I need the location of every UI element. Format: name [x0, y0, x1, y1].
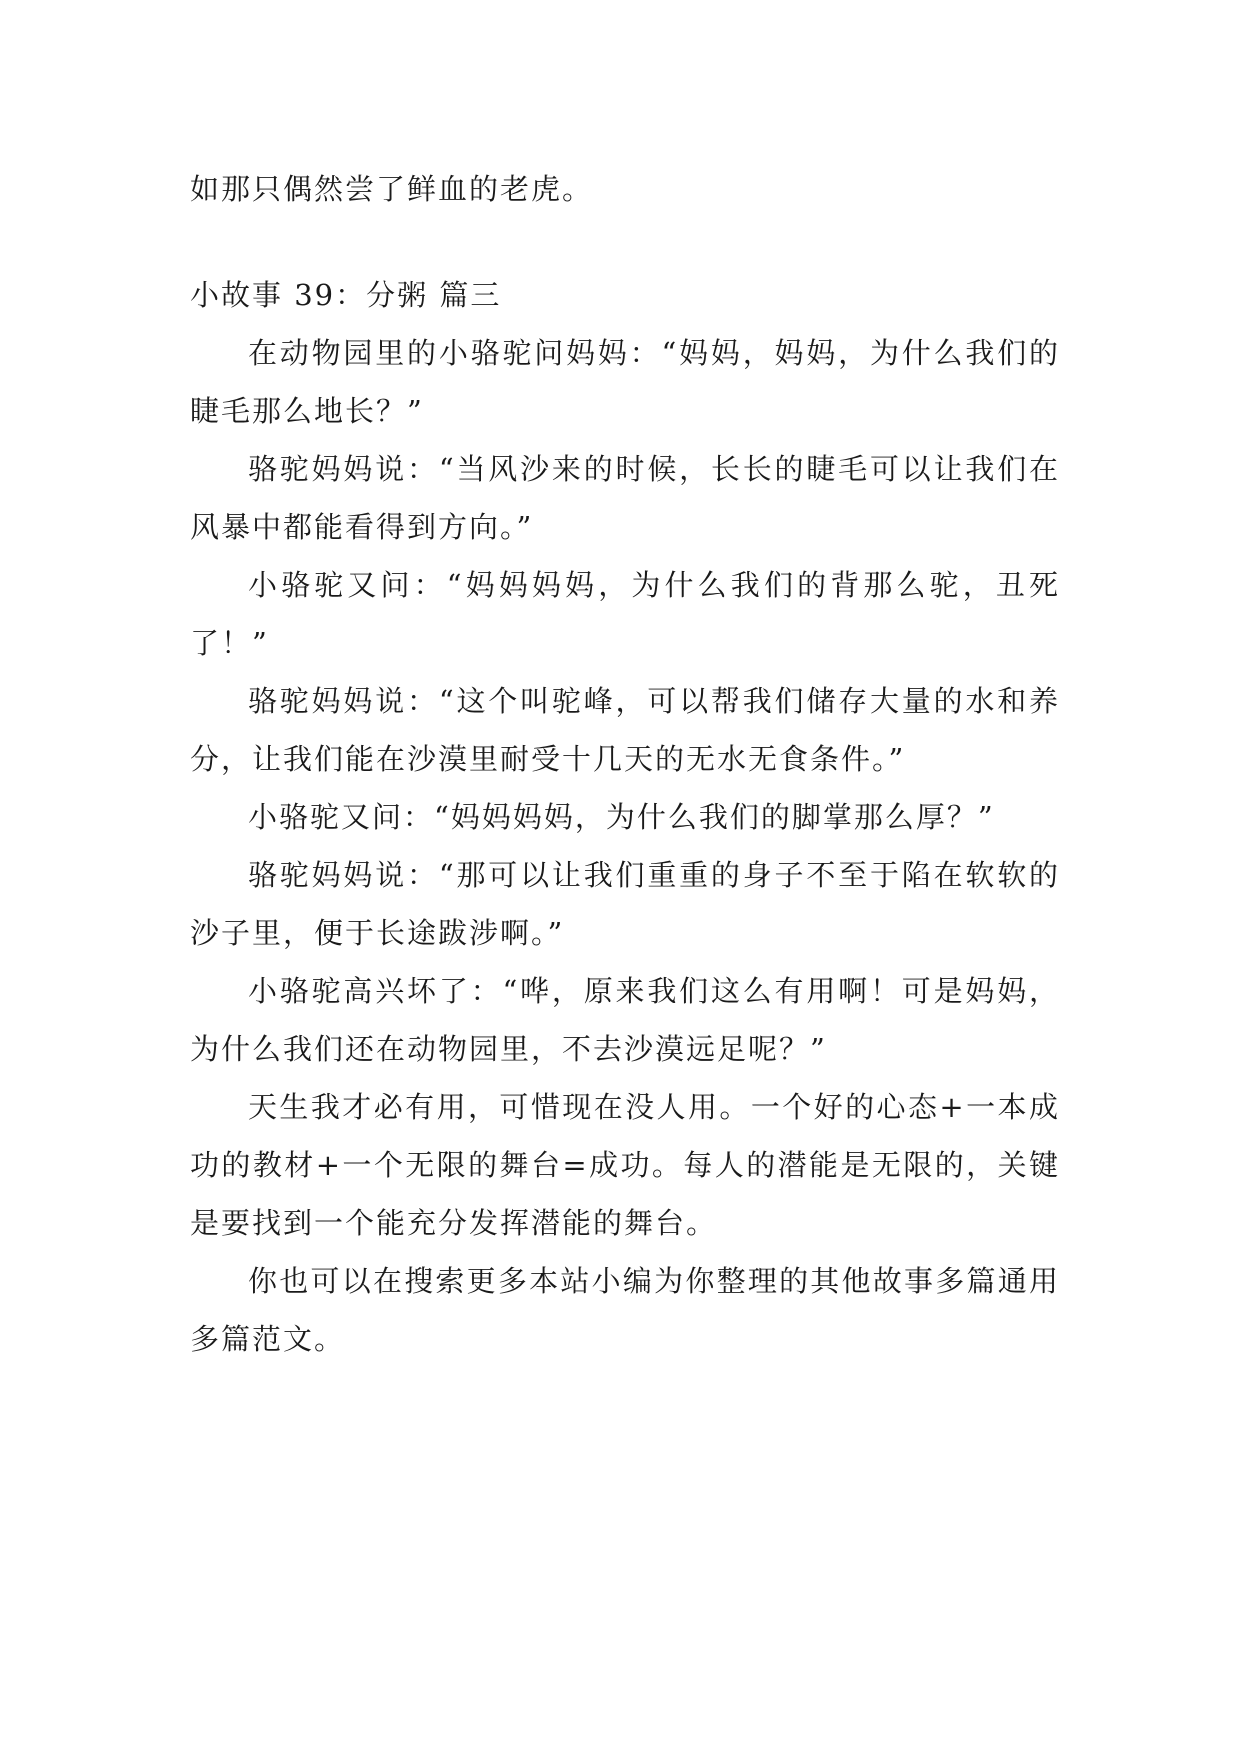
paragraph: 小骆驼又问：“妈妈妈妈，为什么我们的脚掌那么厚？”: [248, 800, 995, 834]
paragraph: 骆驼妈妈说：“那可以让我们重重的身子不至于陷在软软的沙子里，便于长途跋涉啊。”: [190, 858, 1060, 950]
section-title: 小故事 39：分粥 篇三: [190, 278, 502, 312]
paragraph: 骆驼妈妈说：“当风沙来的时候，长长的睫毛可以让我们在风暴中都能看得到方向。”: [190, 452, 1060, 544]
paragraph: 骆驼妈妈说：“这个叫驼峰，可以帮我们储存大量的水和养分，让我们能在沙漠里耐受十几天的无水无食条件。”: [190, 684, 1060, 776]
paragraph: 小骆驼又问：“妈妈妈妈，为什么我们的背那么驼，丑死了！”: [190, 568, 1060, 660]
paragraph: 小骆驼高兴坏了：“哗，原来我们这么有用啊！可是妈妈，为什么我们还在动物园里，不去沙漠远足呢？”: [190, 974, 1060, 1066]
paragraph: 天生我才必有用，可惜现在没人用。一个好的心态+一本成功的教材+一个无限的舞台=成功。每人的潜能是无限的，关键是要找到一个能充分发挥潜能的舞台。: [190, 1090, 1060, 1240]
document-body: [190, 160, 1060, 1368]
paragraph: 在动物园里的小骆驼问妈妈：“妈妈，妈妈，为什么我们的睫毛那么地长？”: [190, 336, 1060, 428]
paragraph: 你也可以在搜索更多本站小编为你整理的其他故事多篇通用多篇范文。: [190, 1264, 1060, 1356]
lead-line: 如那只偶然尝了鲜血的老虎。: [190, 172, 594, 206]
section-gap: [190, 218, 1060, 266]
